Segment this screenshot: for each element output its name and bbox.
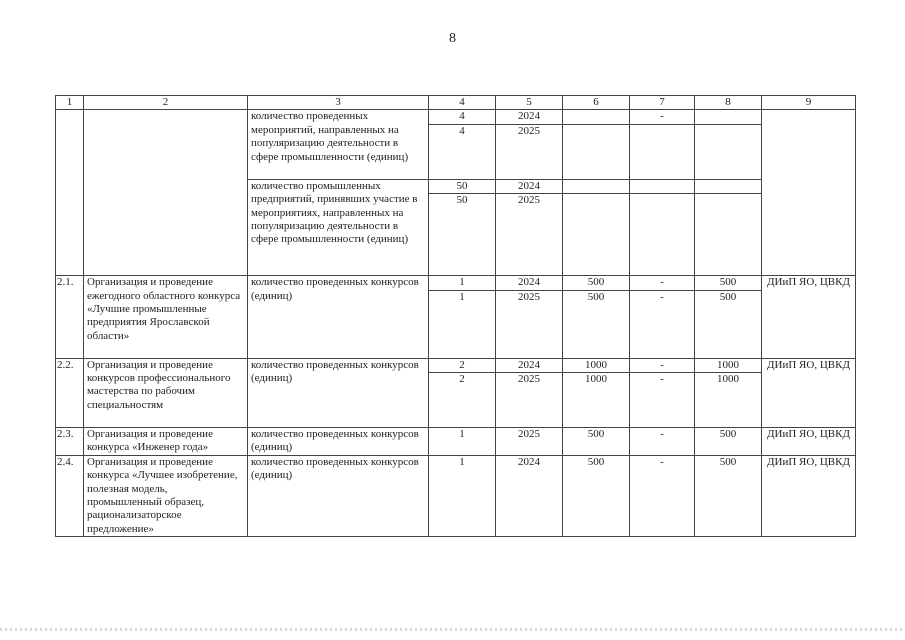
amount-cell: 500 [695,276,762,290]
program-table [55,95,856,537]
table-row [56,455,856,536]
year-cell: 2024 [496,358,563,372]
year-cell: 2025 [496,428,563,456]
column-number: 3 [248,96,429,110]
amount-cell: - [630,373,695,428]
executor-cell: ДИиП ЯО, ЦВКД [762,455,856,536]
amount-cell [695,194,762,276]
indicator-value-cell: 50 [429,179,496,193]
amount-cell [563,124,630,179]
amount-cell: - [630,290,695,358]
amount-cell: 1000 [563,373,630,428]
amount-cell: - [630,428,695,456]
indicator-cell: количество проведенных конкурсов (единиц) [248,428,429,456]
amount-cell [630,124,695,179]
year-cell: 2025 [496,373,563,428]
amount-cell: - [630,455,695,536]
indicator-value-cell: 1 [429,428,496,456]
amount-cell: 500 [563,290,630,358]
activity-name-cell: Организация и проведение конкурса «Лучшее изобретение, полезная модель, промышленный образец, рационализаторское предложение» [84,455,248,536]
item-number-cell: 2.2. [56,358,84,427]
amount-cell [563,179,630,193]
column-number: 9 [762,96,856,110]
column-number: 4 [429,96,496,110]
executor-cell: ДИиП ЯО, ЦВКД [762,358,856,427]
indicator-cell: количество проведенных конкурсов (единиц) [248,455,429,536]
amount-cell: 500 [563,455,630,536]
indicator-value-cell: 1 [429,455,496,536]
year-cell: 2025 [496,290,563,358]
indicator-cell: количество проведенных конкурсов (единиц) [248,358,429,427]
amount-cell: - [630,276,695,290]
indicator-value-cell: 1 [429,290,496,358]
amount-cell: 1000 [695,373,762,428]
table-row [56,110,856,124]
year-cell: 2024 [496,110,563,124]
year-cell: 2025 [496,194,563,276]
amount-cell [630,179,695,193]
column-number: 5 [496,96,563,110]
year-cell: 2024 [496,276,563,290]
amount-cell [695,179,762,193]
indicator-value-cell: 4 [429,124,496,179]
executor-cell: ДИиП ЯО, ЦВКД [762,276,856,358]
executor-cell [762,110,856,276]
amount-cell: 1000 [563,358,630,372]
amount-cell: 500 [563,428,630,456]
column-number: 8 [695,96,762,110]
page-number: 8 [449,31,456,46]
year-cell: 2024 [496,179,563,193]
amount-cell: - [630,358,695,372]
year-cell: 2024 [496,455,563,536]
column-number: 7 [630,96,695,110]
item-number-cell: 2.3. [56,428,84,456]
amount-cell: 500 [695,455,762,536]
column-number: 2 [84,96,248,110]
indicator-cell: количество проведенных мероприятий, направленных на популяризацию деятельности в сфере промышленности (единиц) [248,110,429,179]
activity-name-cell: Организация и проведение конкурсов профессионального мастерства по рабочим специальностям [84,358,248,427]
item-number-cell [56,110,84,276]
activity-name-cell: Организация и проведение ежегодного областного конкурса «Лучшие промышленные предприятия Ярославской области» [84,276,248,358]
indicator-value-cell: 2 [429,358,496,372]
indicator-value-cell: 2 [429,373,496,428]
amount-cell [695,110,762,124]
amount-cell: 500 [695,290,762,358]
amount-cell [563,194,630,276]
scan-edge-noise [0,628,905,631]
column-number: 1 [56,96,84,110]
amount-cell: - [630,110,695,124]
amount-cell [630,194,695,276]
column-number: 6 [563,96,630,110]
indicator-value-cell: 4 [429,110,496,124]
amount-cell: 500 [563,276,630,290]
amount-cell: 1000 [695,358,762,372]
item-number-cell: 2.4. [56,455,84,536]
table-header-row [56,96,856,110]
table-row [56,358,856,372]
amount-cell: 500 [695,428,762,456]
activity-name-cell [84,110,248,276]
indicator-cell: количество проведенных конкурсов (единиц) [248,276,429,358]
indicator-value-cell: 50 [429,194,496,276]
table-row [56,428,856,456]
amount-cell [695,124,762,179]
activity-name-cell: Организация и проведение конкурса «Инженер года» [84,428,248,456]
indicator-value-cell: 1 [429,276,496,290]
executor-cell: ДИиП ЯО, ЦВКД [762,428,856,456]
table-row [56,276,856,290]
item-number-cell: 2.1. [56,276,84,358]
indicator-cell: количество промышленных предприятий, принявших участие в мероприятиях, направленных на популяризацию деятельности в сфере промышленности (единиц) [248,179,429,275]
amount-cell [563,110,630,124]
year-cell: 2025 [496,124,563,179]
